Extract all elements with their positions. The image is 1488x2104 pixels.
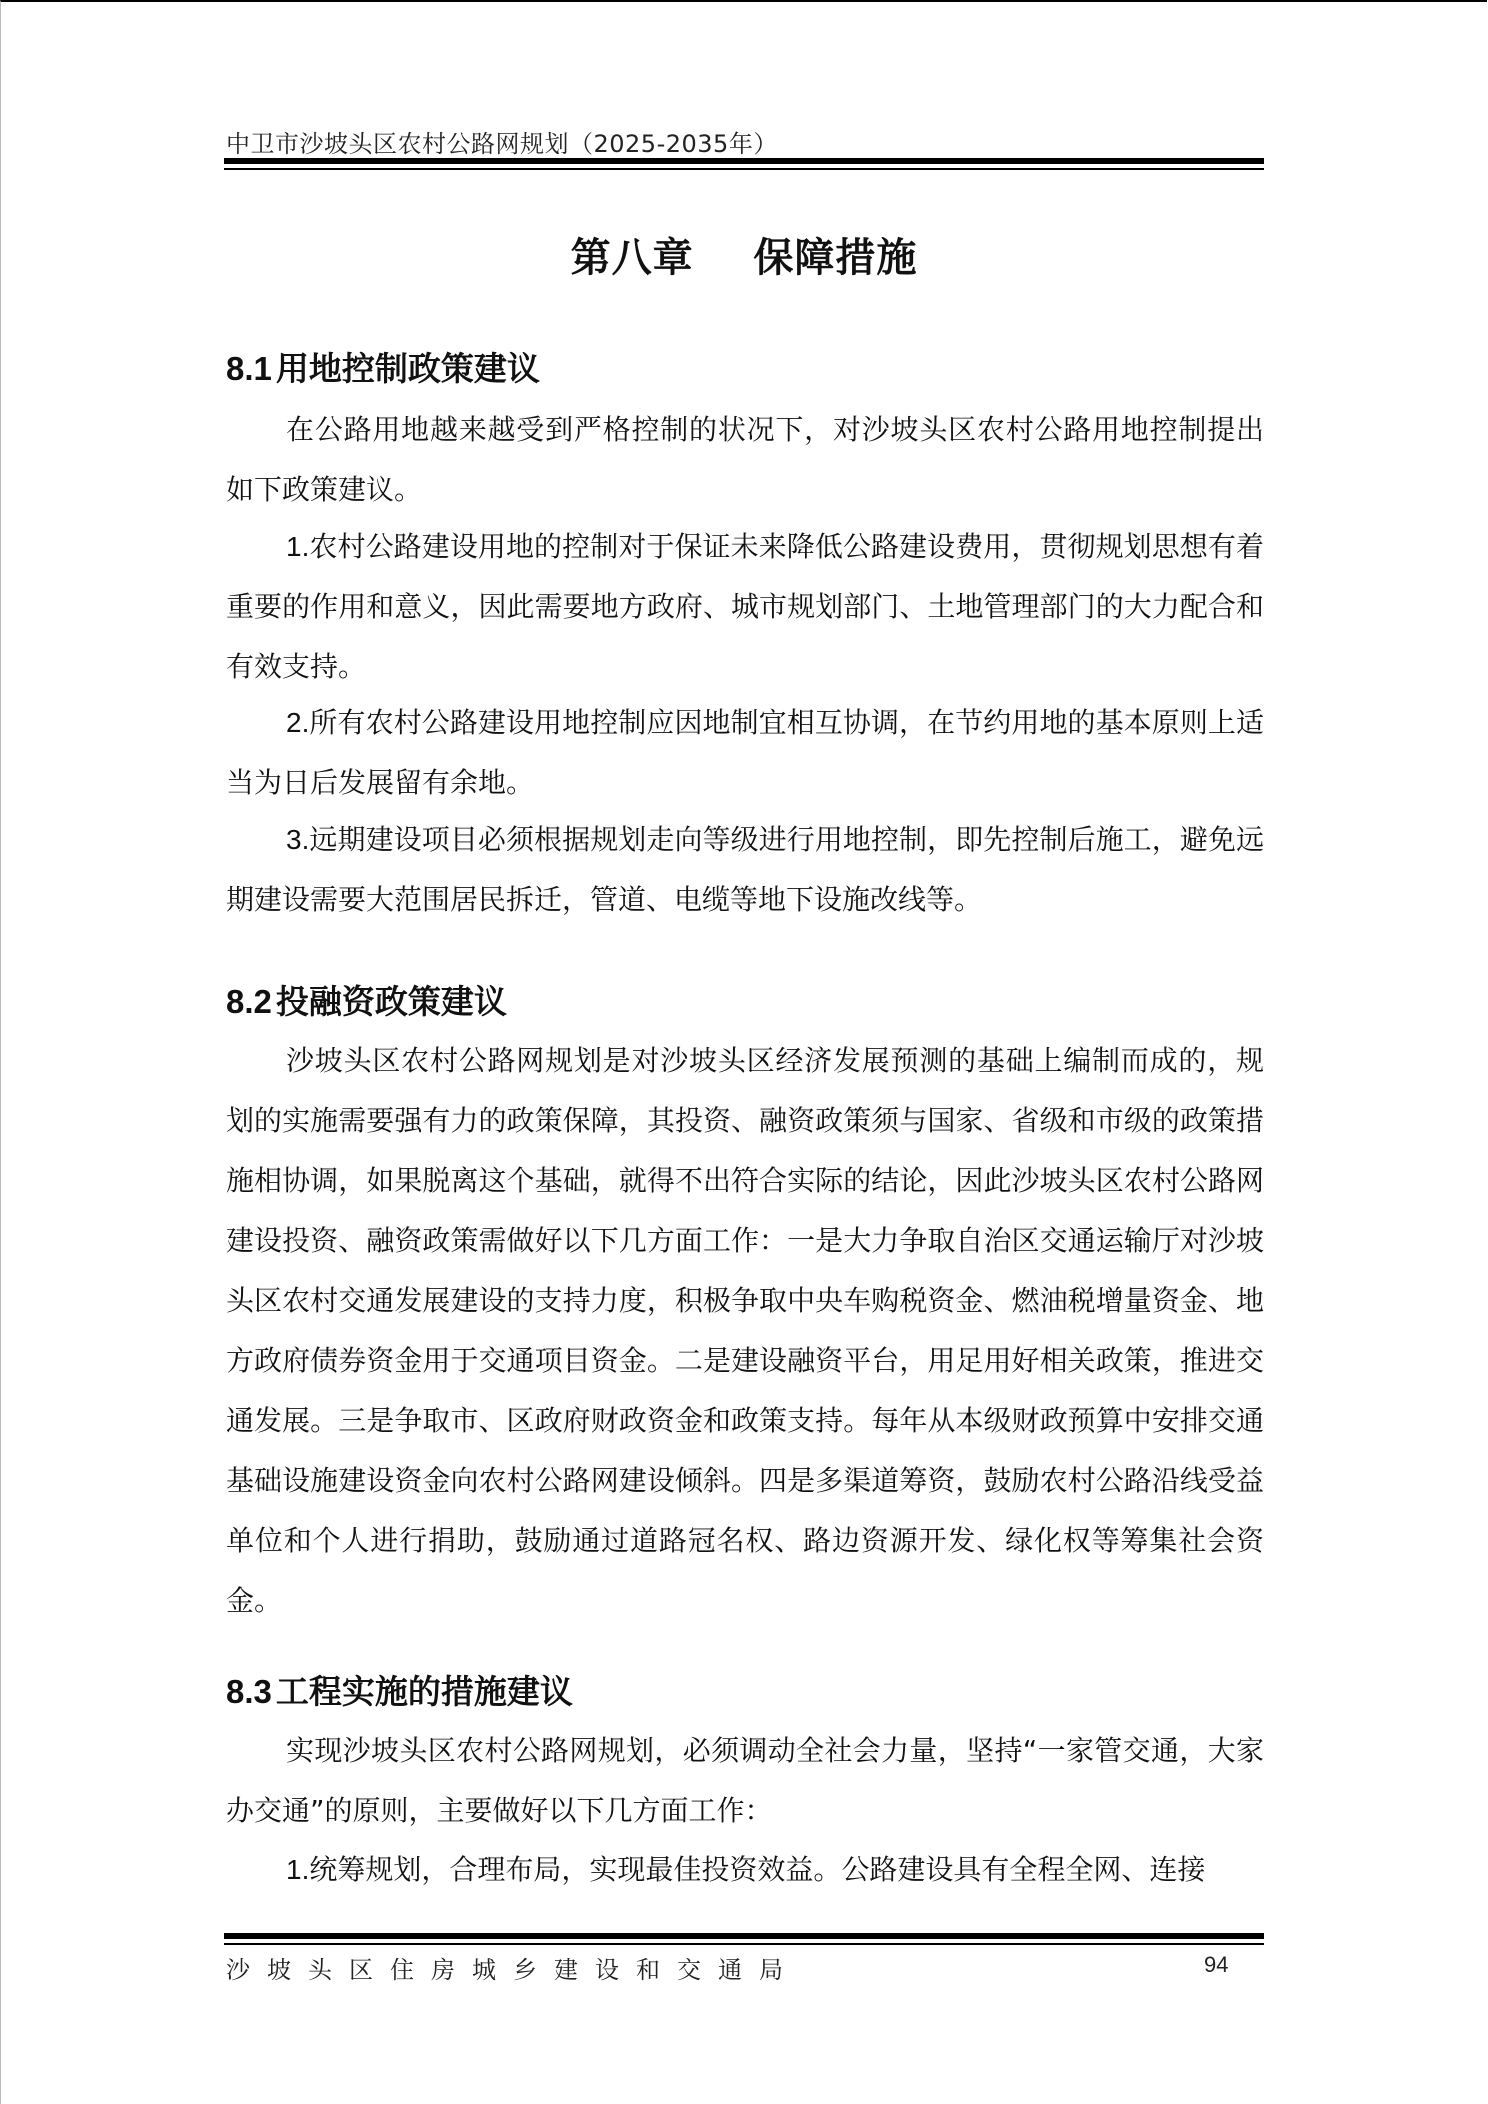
section-title: 工程实施的措施建议	[275, 1672, 573, 1711]
paragraph-number: 1.	[286, 531, 310, 562]
section-number: 8.3	[226, 1673, 272, 1710]
section-title: 用地控制政策建议	[275, 349, 540, 388]
paragraph-text: 农村公路建设用地的控制对于保证未来降低公路建设费用，贯彻规划思想有着重要的作用和意义，因此需要地方政府、城市规划部门、土地管理部门的大力配合和有效支持。	[226, 530, 1264, 683]
paragraph	[226, 517, 1264, 697]
section-number: 8.2	[226, 983, 272, 1020]
paragraph-number: 2.	[286, 707, 310, 738]
paragraph-number: 1.	[286, 1854, 310, 1885]
footer-rule-thick	[224, 1933, 1264, 1939]
running-header: 中卫市沙坡头区农村公路网规划（2025-2035年）	[226, 130, 778, 158]
section-heading-8-1	[226, 343, 540, 390]
section-heading-8-2	[226, 976, 507, 1023]
footer-rule-thin	[224, 1943, 1264, 1945]
paragraph	[226, 1721, 1264, 1841]
paragraph	[226, 810, 1264, 930]
section-number: 8.1	[226, 350, 272, 387]
paragraph-text: 在公路用地越来越受到严格控制的状况下，对沙坡头区农村公路用地控制提出如下政策建议。	[226, 413, 1264, 506]
paragraph	[226, 400, 1264, 520]
paragraph-text: 所有农村公路建设用地控制应因地制宜相互协调，在节约用地的基本原则上适当为日后发展留有余地。	[226, 706, 1264, 799]
chapter-title: 第八章 保障措施	[570, 235, 918, 281]
section-heading-8-3	[226, 1666, 573, 1713]
header-rule-thin	[224, 168, 1264, 170]
paragraph-number: 3.	[286, 824, 310, 855]
footer-organization: 沙坡头区住房城乡建设和交通局	[226, 1956, 800, 1984]
section-title: 投融资政策建议	[275, 982, 507, 1021]
paragraph	[226, 693, 1264, 813]
paragraph	[226, 1031, 1264, 1631]
paragraph-text: 远期建设项目必须根据规划走向等级进行用地控制，即先控制后施工，避免远期建设需要大范围居民拆迁，管道、电缆等地下设施改线等。	[226, 823, 1264, 916]
paragraph-text: 沙坡头区农村公路网规划是对沙坡头区经济发展预测的基础上编制而成的，规划的实施需要强有力的政策保障，其投资、融资政策须与国家、省级和市级的政策措施相协调，如果脱离这个基础，就得不出符合实际的结论，因此沙坡头区农村公路网建设投资、融资政策需做好以下几方面工作：一是大力争取自治区交通运输厅对沙坡头区农村交通发展建设的支持力度，积极争取中央车购税资金、燃油税增量资金、地方政府债券资金用于交通项目资金。二是建设融资平台，用足用好相关政策，推进交通发展。三是争取市、区政府财政资金和政策支持。每年从本级财政预算中安排交通基础设施建设资金向农村公路网建设倾斜。四是多渠道筹资，鼓励农村公路沿线受益单位和个人进行捐助，鼓励通过道路冠名权、路边资源开发、绿化权等筹集社会资金。	[226, 1044, 1264, 1617]
header-rule-thick	[224, 158, 1264, 164]
paragraph-text: 统筹规划，合理布局，实现最佳投资效益。公路建设具有全程全网、连接	[309, 1853, 1206, 1886]
page-number: 94	[1204, 1952, 1229, 1977]
paragraph	[226, 1840, 1264, 1900]
paragraph-text: 实现沙坡头区农村公路网规划，必须调动全社会力量，坚持“一家管交通，大家办交通”的原则，主要做好以下几方面工作：	[226, 1734, 1264, 1827]
